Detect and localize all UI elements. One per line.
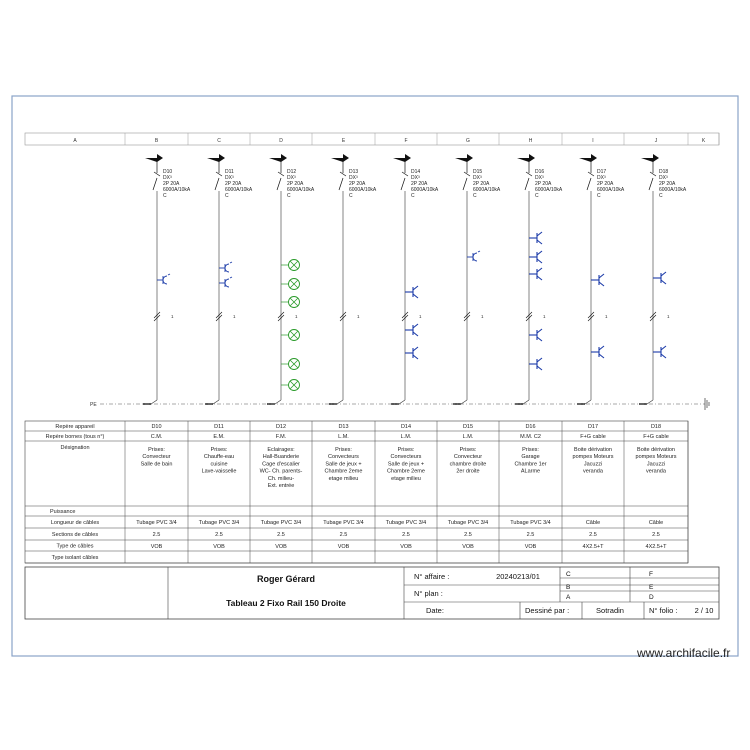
column-header-band: [25, 133, 719, 145]
cell-cable-length: Tubage PVC 3/4: [136, 520, 177, 526]
pe-label: PE: [90, 402, 97, 408]
cell-cable-length: Tubage PVC 3/4: [323, 520, 364, 526]
affaire-value: 20240213/01: [496, 572, 540, 581]
breaker-curve: C: [349, 193, 353, 199]
wire-count: 1: [233, 314, 236, 319]
breaker-capacity: 6000A/10kA: [535, 187, 563, 193]
breaker-capacity: 6000A/10kA: [225, 187, 253, 193]
breaker-rating: 2P 20A: [535, 181, 552, 187]
cell-designation-line: Convecteurs: [390, 454, 422, 461]
cell-cable-length: Câble: [585, 520, 601, 526]
cell-designation-line: Prises:: [459, 447, 477, 453]
breaker-curve: C: [163, 193, 167, 199]
project-name: Roger Gérard: [256, 574, 316, 584]
cell-device-ref: D11: [214, 424, 224, 430]
breaker-model: DX³: [349, 175, 358, 181]
column-header-k: K: [701, 138, 706, 144]
breaker-rating: 2P 20A: [411, 181, 428, 187]
revision-c: C: [566, 571, 571, 578]
cell-designation-line: Boite dérivation: [637, 447, 675, 453]
cell-designation-line: Jacuzzi: [646, 461, 666, 468]
cell-designation-line: ALarme: [520, 468, 541, 475]
cell-designation-line: etage milieu: [391, 475, 421, 482]
breaker-capacity: 6000A/10kA: [659, 187, 687, 193]
column-header-f: F: [404, 138, 408, 144]
cell-device-ref: D12: [275, 424, 287, 430]
cell-cable-length: Tubage PVC 3/4: [447, 520, 489, 526]
cell-designation-line: Eclairages:: [267, 447, 295, 453]
wire-count: 1: [171, 314, 174, 319]
row-label-cable-type: Type de câbles: [56, 543, 94, 550]
breaker-rating: 2P 20A: [597, 181, 614, 187]
cell-device-ref: D10: [151, 424, 162, 430]
cell-cable-length: Tubage PVC 3/4: [198, 520, 240, 526]
row-label-terminal-ref: Repère bornes (tous n°): [45, 434, 105, 440]
breaker-model: DX³: [473, 175, 482, 181]
cell-designation-line: WC- Ch. parents-: [259, 468, 303, 475]
cell-designation-line: Ch. milieu-: [267, 475, 295, 482]
drawn-by-value: Sotradin: [596, 606, 624, 615]
folio-value: 2 / 10: [694, 606, 714, 615]
breaker-rating: 2P 20A: [225, 181, 242, 187]
cell-designation-line: Salle de bain: [140, 461, 173, 468]
cell-designation-line: Prises:: [210, 447, 228, 453]
cell-section: 2.5: [152, 532, 161, 538]
breaker-model: DX³: [411, 175, 420, 181]
breaker-ref: D14: [411, 169, 421, 175]
breaker-capacity: 6000A/10kA: [473, 187, 501, 193]
column-header-h: H: [528, 138, 533, 144]
breaker-capacity: 6000A/10kA: [411, 187, 439, 193]
cell-designation-line: pompes Moteurs: [635, 454, 677, 461]
cell-designation-line: Hall-Buanderie: [262, 454, 300, 461]
breaker-ref: D18: [659, 169, 669, 175]
title-block: [25, 567, 719, 619]
breaker-ref: D16: [535, 169, 545, 175]
revision-b: B: [566, 584, 571, 591]
cell-designation-line: veranda: [583, 468, 603, 475]
cell-designation-line: Salle de jeux +: [387, 461, 425, 468]
cell-designation-line: Chauffe-eau: [203, 454, 235, 461]
breaker-rating: 2P 20A: [349, 181, 366, 187]
column-header-c: C: [217, 138, 221, 144]
cell-designation-line: cuisine: [210, 461, 228, 468]
column-header-i: I: [592, 138, 594, 144]
breaker-ref: D11: [225, 169, 234, 175]
row-label-device-ref: Repère appareil: [55, 424, 95, 430]
breaker-rating: 2P 20A: [473, 181, 490, 187]
breaker-curve: C: [473, 193, 477, 199]
breaker-rating: 2P 20A: [659, 181, 676, 187]
breaker-ref: D15: [473, 169, 483, 175]
cell-cable-length: Câble: [648, 520, 664, 526]
circuit-table: [25, 421, 688, 563]
breaker-capacity: 6000A/10kA: [597, 187, 625, 193]
column-header-j: J: [654, 138, 658, 144]
date-label: Date:: [426, 606, 444, 615]
breaker-ref: D17: [597, 169, 607, 175]
breaker-ref: D10: [163, 169, 173, 175]
cell-designation-line: Jacuzzi: [583, 461, 603, 468]
row-label-insulation: Type isolant câbles: [51, 555, 99, 561]
column-header-e: E: [341, 138, 346, 144]
row-label-cable-length: Longueur de câbles: [50, 520, 100, 526]
breaker-curve: C: [225, 193, 229, 199]
cell-designation-line: Cage d'escalier: [262, 461, 300, 468]
row-label-sections: Sections de câbles: [51, 532, 99, 538]
breaker-model: DX³: [659, 175, 668, 181]
wire-count: 1: [667, 314, 670, 319]
cell-section: 2.5: [215, 532, 223, 538]
watermark-link[interactable]: www.archifacile.fr: [637, 646, 731, 660]
cell-designation-line: etage milieu: [328, 475, 359, 482]
breaker-curve: C: [659, 193, 663, 199]
column-header-g: G: [466, 138, 470, 144]
cell-designation-line: veranda: [646, 468, 666, 475]
cell-designation-line: Prises:: [397, 447, 415, 453]
cell-cable-type: 4X2.5+T: [582, 544, 604, 550]
revision-f: F: [649, 571, 653, 578]
breaker-model: DX³: [597, 175, 606, 181]
cell-designation-line: Prises:: [335, 447, 352, 453]
breaker-rating: 2P 20A: [287, 181, 304, 187]
cell-designation-line: Prises:: [148, 447, 165, 453]
cell-designation-line: Convecteur: [453, 454, 483, 461]
cell-designation-line: Boite dérivation: [574, 447, 612, 453]
cell-device-ref: D15: [462, 424, 474, 430]
cell-designation-line: Ext. entrée: [267, 483, 295, 489]
cell-section: 2.5: [589, 532, 597, 538]
cell-cable-length: Tubage PVC 3/4: [510, 520, 551, 526]
cell-cable-type: VOB: [275, 544, 287, 550]
wire-count: 1: [543, 314, 546, 319]
revision-a: A: [566, 594, 571, 601]
cell-section: 2.5: [277, 532, 285, 538]
cell-section: 2.5: [464, 532, 472, 538]
column-header-d: D: [279, 138, 283, 144]
cell-designation-line: Convecteur: [142, 454, 171, 461]
column-header-a: A: [73, 138, 77, 144]
wire-count: 1: [295, 314, 298, 319]
column-header-b: B: [154, 138, 159, 144]
cell-terminal-ref: F.M.: [275, 434, 287, 440]
breaker-model: DX³: [535, 175, 544, 181]
cell-cable-type: VOB: [524, 544, 537, 550]
breaker-curve: C: [287, 193, 291, 199]
cell-terminal-ref: M.M. C2: [520, 434, 541, 440]
cell-designation-line: Chambre 1er: [514, 461, 547, 468]
cell-terminal-ref: F+G cable: [643, 434, 669, 440]
cell-designation-line: Garage: [521, 454, 540, 461]
cell-terminal-ref: L.M.: [400, 434, 412, 440]
cell-designation-line: Prises:: [522, 447, 539, 453]
breaker-curve: C: [411, 193, 415, 199]
plan-label: N° plan :: [414, 589, 443, 598]
cell-device-ref: D16: [525, 424, 536, 430]
cell-designation-line: chambre droite: [449, 461, 487, 468]
breaker-model: DX³: [163, 175, 172, 181]
cell-designation-line: Lave-vaisselle: [201, 468, 237, 475]
cell-section: 2.5: [339, 532, 348, 538]
wire-count: 1: [419, 314, 422, 319]
cell-terminal-ref: C.M.: [150, 434, 163, 440]
cell-terminal-ref: L.M.: [462, 434, 474, 440]
cell-terminal-ref: L.M.: [338, 434, 349, 440]
row-label-power: Puissance: [50, 509, 76, 515]
wire-count: 1: [357, 314, 360, 319]
breaker-ref: D12: [287, 169, 297, 175]
cell-cable-type: VOB: [462, 544, 474, 550]
cell-device-ref: D17: [587, 424, 599, 430]
breaker-model: DX³: [225, 175, 234, 181]
revision-e: E: [649, 584, 654, 591]
cell-designation-line: 2er droite: [456, 468, 480, 475]
breaker-capacity: 6000A/10kA: [163, 187, 191, 193]
cell-cable-length: Tubage PVC 3/4: [385, 520, 427, 526]
cell-cable-type: VOB: [150, 544, 163, 550]
row-label-designation: Désignation: [60, 445, 90, 451]
breaker-curve: C: [535, 193, 539, 199]
breaker-curve: C: [597, 193, 601, 199]
wire-count: 1: [481, 314, 484, 319]
project-subtitle: Tableau 2 Fixo Rail 150 Droite: [226, 598, 346, 608]
cell-device-ref: D13: [338, 424, 349, 430]
breaker-capacity: 6000A/10kA: [349, 187, 377, 193]
folio-label: N° folio :: [649, 606, 678, 615]
cell-section: 2.5: [652, 532, 660, 538]
cell-device-ref: D18: [650, 424, 662, 430]
cell-designation-line: Chambre 2eme: [387, 468, 425, 475]
revision-d: D: [649, 594, 654, 601]
cell-designation-line: Salle de jeux +: [325, 461, 362, 468]
cell-section: 2.5: [402, 532, 410, 538]
breaker-capacity: 6000A/10kA: [287, 187, 315, 193]
cell-cable-type: VOB: [400, 544, 412, 550]
breaker-ref: D13: [349, 169, 359, 175]
cell-designation-line: Convecteurs: [328, 454, 359, 461]
cell-cable-type: 4X2.5+T: [645, 544, 667, 550]
drawn-by-label: Dessiné par :: [525, 606, 570, 615]
cell-terminal-ref: E.M.: [213, 434, 225, 440]
cell-cable-type: VOB: [337, 544, 350, 550]
cell-cable-length: Tubage PVC 3/4: [260, 520, 302, 526]
cell-terminal-ref: F+G cable: [580, 434, 606, 440]
cell-device-ref: D14: [400, 424, 412, 430]
cell-designation-line: pompes Moteurs: [572, 454, 614, 461]
breaker-model: DX³: [287, 175, 296, 181]
cell-section: 2.5: [526, 532, 535, 538]
wire-count: 1: [605, 314, 608, 319]
breaker-rating: 2P 20A: [163, 181, 180, 187]
cell-cable-type: VOB: [213, 544, 225, 550]
cell-designation-line: Chambre 2eme: [324, 468, 363, 475]
affaire-label: N° affaire :: [414, 572, 450, 581]
